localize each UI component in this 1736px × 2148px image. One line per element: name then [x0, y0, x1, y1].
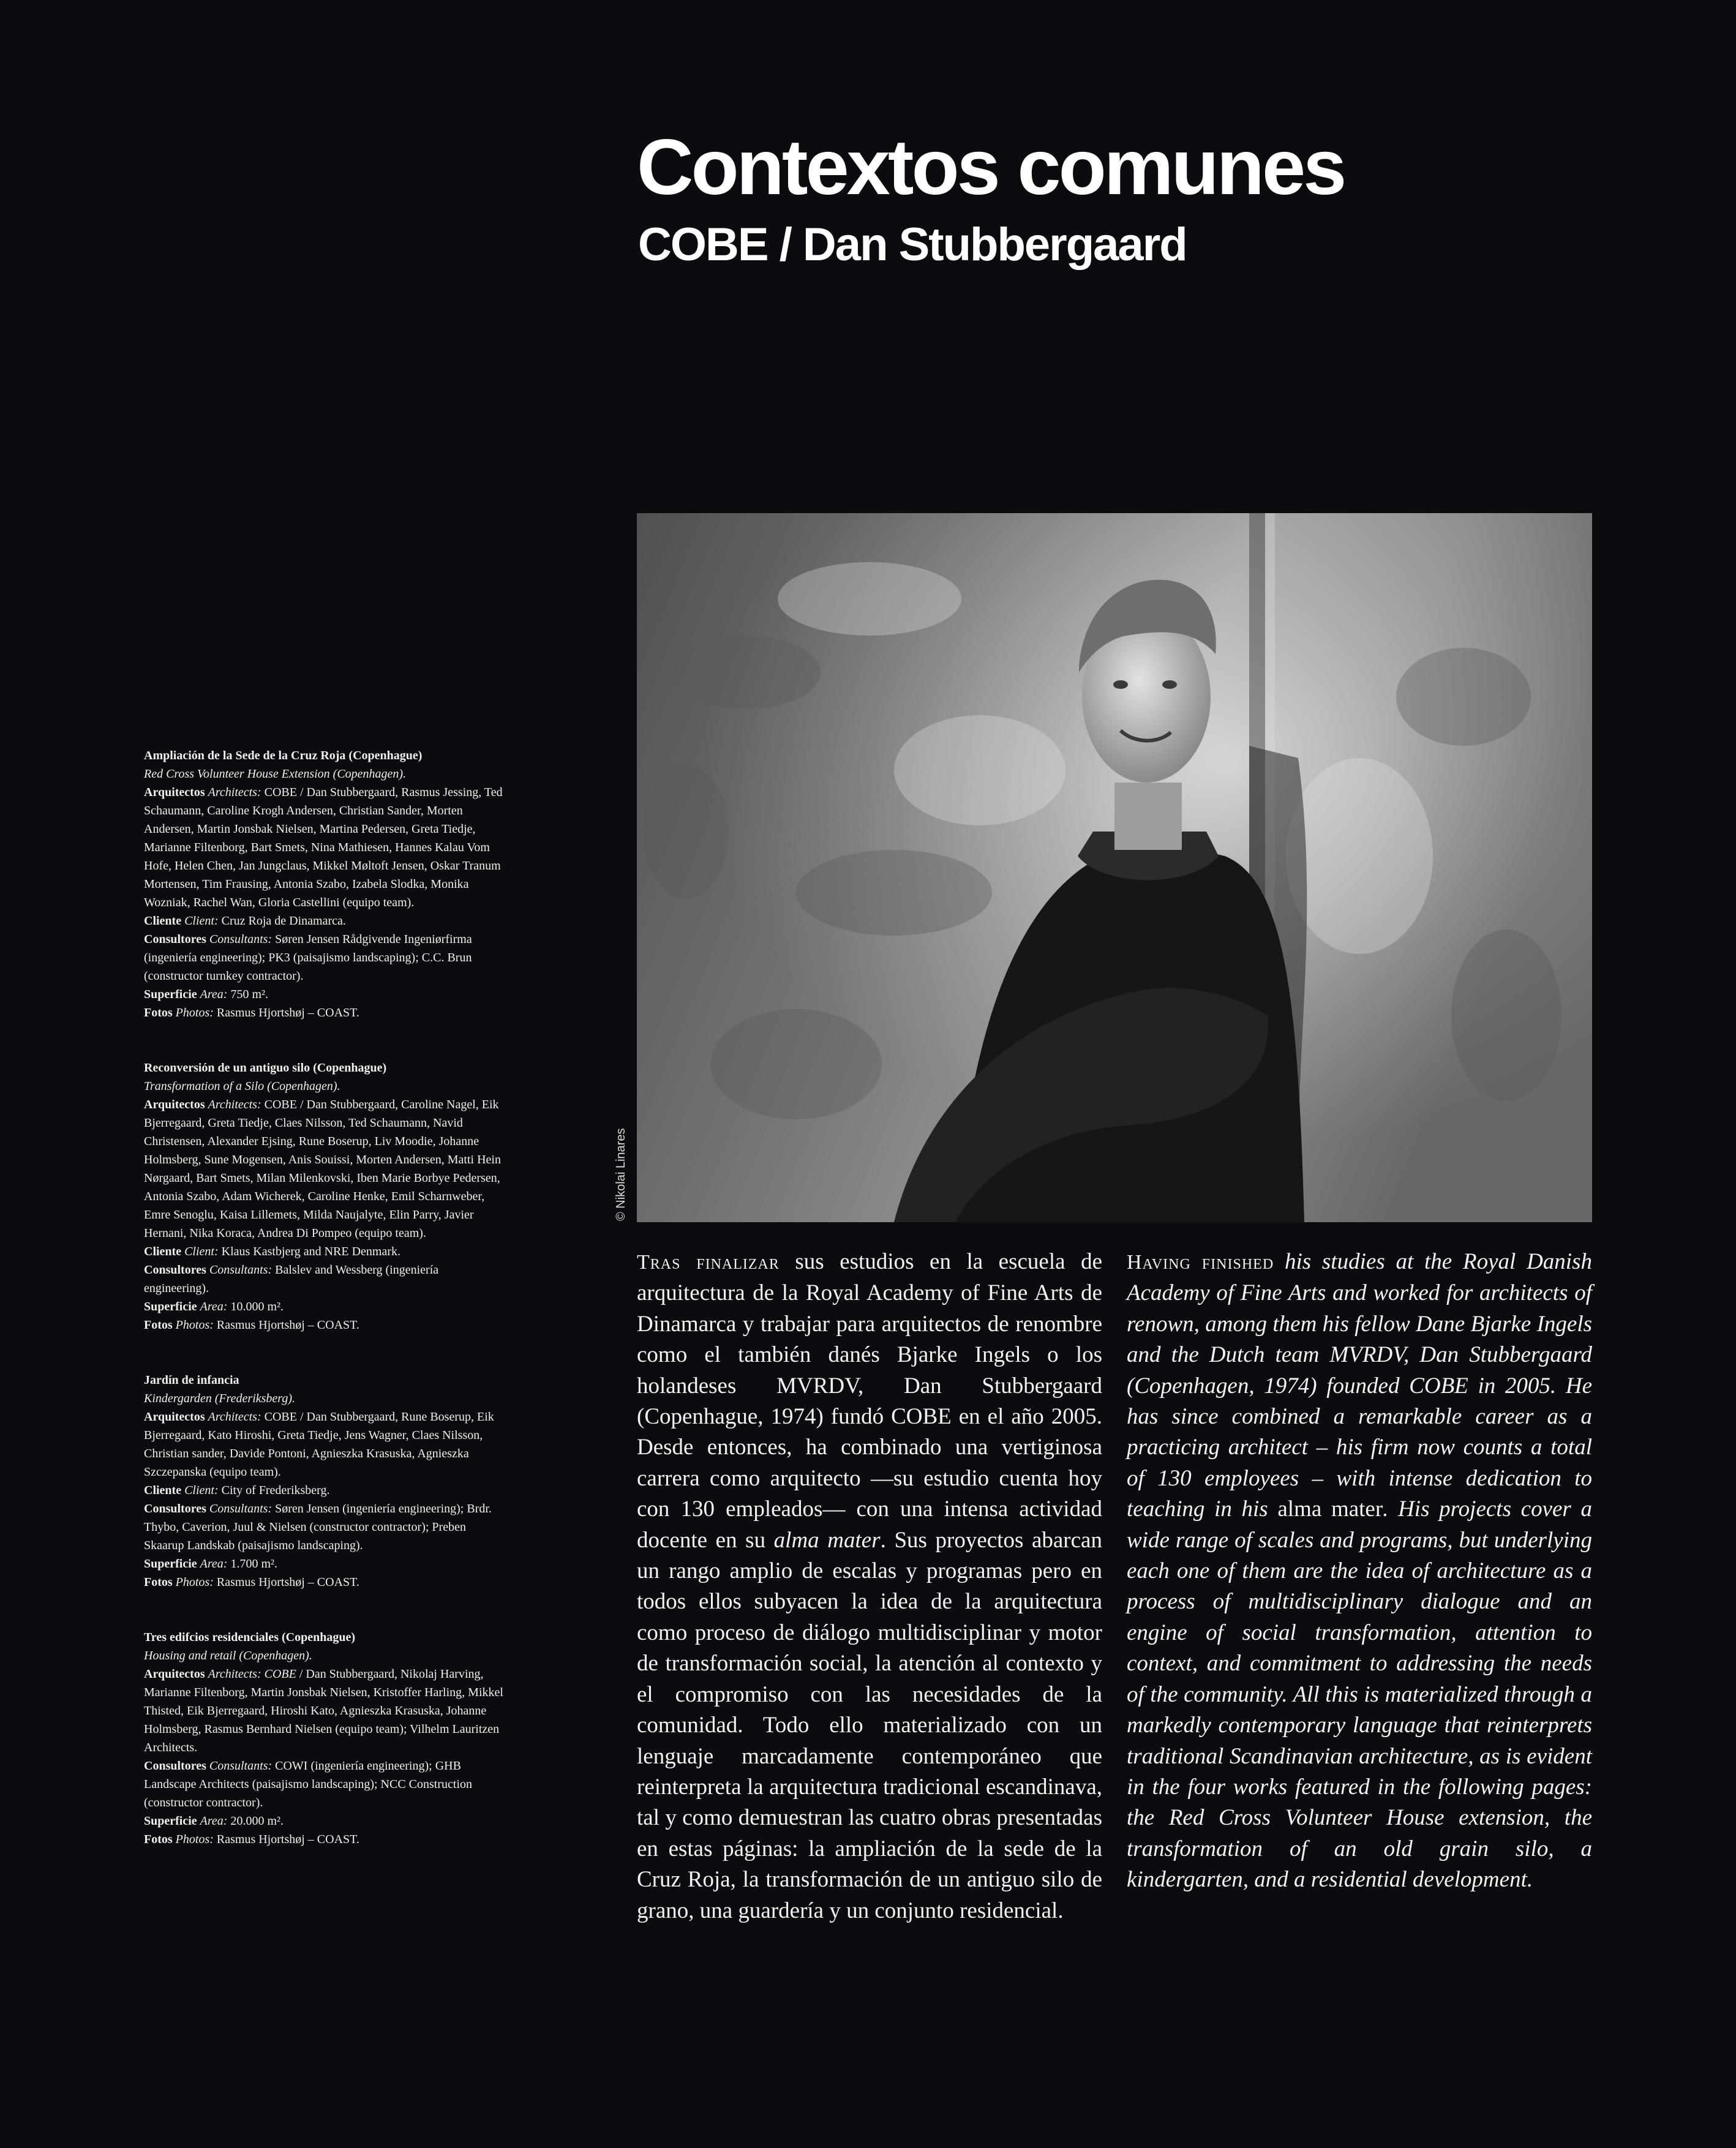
project-field: [144, 1316, 505, 1334]
field-value: 10.000 m².: [227, 1300, 284, 1313]
project-field: [144, 1573, 505, 1591]
field-label-en: Photos:: [175, 1575, 214, 1589]
field-label: Superficie: [144, 988, 197, 1001]
field-label: Consultores: [144, 1502, 206, 1515]
project-title-en: Red Cross Volunteer House Extension (Copenhagen).: [144, 767, 407, 781]
field-value: COBE / Dan Stubbergaard, Caroline Nagel, Eik Bjerregaard, Greta Tiedje, Claes Nilsson, Ted Schaumann, Navid Christensen, Alexander Ejsing, Rune Boserup, Liv Moodie, Johanne Holmsberg, Sune Mogensen, Anis Souissi, Morten Andersen, Matti Hein Nørgaard, Bart Smets, Milan Milenkovski, Iben Marie Borbye Pedersen, Antonia Szabo, Adam Wicherek, Caroline Henke, Emil Scharnweber, Emre Senoglu, Kaisa Lillemets, Milda Naujalyte, Elin Parry, Javier Hernani, Nika Koraca, Andrea Di Pompeo (equipo team).: [144, 1098, 501, 1240]
field-value: Balslev and Wessberg (ingeniería engineering).: [144, 1263, 439, 1295]
field-label-en: Photos:: [175, 1006, 214, 1020]
field-label-en: Client:: [184, 1245, 219, 1258]
project-field: [144, 912, 505, 930]
field-value: Rasmus Hjortshøj – COAST.: [213, 1833, 359, 1846]
body-text-part: sus estudios en la escuela de arquitectura de la Royal Academy of Fine Arts de Dinamarca y trabajar para arquitectos de renombre como el también danés Bjarke Ingels o los holandeses MVRDV, Dan Stubbergaard (Copenhague, 1974) fundó COBE en el año 2005. Desde entonces, ha combinado una vertiginosa carrera como arquitecto —su estudio cuenta hoy con 130 empleados— con una intensa actividad docente en su: [637, 1249, 1102, 1553]
field-value: 1.700 m².: [227, 1557, 278, 1571]
field-label: Fotos: [144, 1006, 173, 1020]
field-label: Arquitectos: [144, 1667, 205, 1681]
project-4: [144, 1628, 505, 1849]
field-value: Søren Jensen (ingeniería engineering); Brdr. Thybo, Caverion, Juul & Nielsen (constructor contractor); Preben Skaarup Landskab (paisajismo landscaping).: [144, 1502, 492, 1552]
field-label: Consultores: [144, 1263, 206, 1277]
field-label-en: Photos:: [175, 1833, 214, 1846]
body-text-spanish: [637, 1247, 1102, 1926]
field-label-en: Consultants:: [209, 933, 272, 946]
field-label: Arquitectos: [144, 1098, 205, 1111]
project-1: [144, 746, 505, 1022]
project-title: Reconversión de un antiguo silo (Copenhague): [144, 1061, 387, 1075]
field-label-en: Architects:: [208, 786, 261, 799]
field-label-en: Client:: [184, 1484, 219, 1497]
project-field: [144, 1830, 505, 1849]
project-field: [144, 985, 505, 1004]
field-value: City of Frederiksberg.: [218, 1484, 330, 1497]
field-value: 20.000 m².: [227, 1814, 284, 1828]
field-label-en: Area:: [200, 988, 228, 1001]
field-label: Fotos: [144, 1575, 173, 1589]
lead-in: Having finished: [1127, 1251, 1274, 1274]
field-value: Rasmus Hjortshøj – COAST.: [213, 1575, 359, 1589]
project-3: [144, 1371, 505, 1591]
field-label: Arquitectos: [144, 786, 205, 799]
project-field: [144, 1812, 505, 1830]
project-title-en: Kindergarden (Frederiksberg).: [144, 1392, 295, 1405]
field-label: Cliente: [144, 1245, 182, 1258]
project-field: [144, 1261, 505, 1297]
body-text-part: his studies at the Royal Danish Academy of Fine Arts and worked for architects of renown, among them his fellow Dane Bjarke Ingels and the Dutch team MVRDV, Dan Stubbergaard (Copenhagen, 1974) founded COBE in 2005. He has since combined a remarkable career as a practicing architect – his firm now counts a total of 130 employees – with intense dedication to teaching in his: [1127, 1249, 1592, 1522]
project-field: [144, 1500, 505, 1555]
project-title: Ampliación de la Sede de la Cruz Roja (Copenhague): [144, 749, 423, 762]
project-field: [144, 1004, 505, 1022]
body-text-english: [1127, 1247, 1592, 1896]
project-field: [144, 783, 505, 912]
field-label-en: Area:: [200, 1814, 228, 1828]
field-value: COWI (ingeniería engineering); GHB Landscape Architects (paisajismo landscaping); NCC Construction (constructor contractor).: [144, 1759, 472, 1809]
project-field: [144, 1095, 505, 1242]
project-field: [144, 930, 505, 985]
page-title: Contextos comunes: [637, 124, 1345, 211]
body-text-emphasis: alma mater: [1277, 1496, 1383, 1522]
body-text-emphasis: alma mater: [773, 1527, 881, 1553]
project-field: [144, 1481, 505, 1500]
project-field: [144, 1297, 505, 1316]
project-field: [144, 1555, 505, 1573]
portrait-photo-illustration: [637, 513, 1592, 1222]
field-value: COBE / Dan Stubbergaard, Rune Boserup, Eik Bjerregaard, Kato Hiroshi, Greta Tiedje, Jens Wagner, Claes Nilsson, Christian sander, Davide Pontoni, Agnieszka Krasuska, Agnieszka Szczepanska (equipo team).: [144, 1410, 494, 1479]
portrait-photo: [637, 513, 1592, 1222]
field-label: Consultores: [144, 933, 206, 946]
field-value: Rasmus Hjortshøj – COAST.: [213, 1318, 359, 1332]
project-field: [144, 1757, 505, 1812]
field-value: Søren Jensen Rådgivende Ingeniørfirma (ingeniería engineering); PK3 (paisajismo landscaping); C.C. Brun (constructor turnkey contractor).: [144, 933, 472, 983]
project-credits: [144, 746, 505, 1885]
field-label: Superficie: [144, 1557, 197, 1571]
field-label: Consultores: [144, 1759, 206, 1773]
project-field: [144, 1408, 505, 1481]
project-title: Tres edifcios residenciales (Copenhague): [144, 1631, 355, 1644]
field-value: / Dan Stubbergaard, Nikolaj Harving, Marianne Filtenborg, Martin Jonsbak Nielsen, Kristoffer Harling, Mikkel Thisted, Eik Bjerregaard, Hiroshi Kato, Agnieszka Krasuska, Johanne Holmsberg, Rasmus Bernhard Nielsen (equipo team); Vilhelm Lauritzen Architects.: [144, 1667, 503, 1754]
project-title-en: Housing and retail (Copenhagen).: [144, 1649, 312, 1662]
field-label: Arquitectos: [144, 1410, 205, 1424]
field-label-en: Architects:: [208, 1098, 261, 1111]
field-value: 750 m².: [227, 988, 269, 1001]
field-value: Rasmus Hjortshøj – COAST.: [213, 1006, 359, 1020]
field-label: Fotos: [144, 1833, 173, 1846]
field-label-en: Consultants:: [209, 1759, 272, 1773]
field-label-en: Consultants:: [209, 1502, 272, 1515]
body-text-part: . His projects cover a wide range of scales and programs, but underlying each one of them are the idea of architecture as a process of multidisciplinary dialogue and an engine of social transformation, attention to context, and commitment to addressing the needs of the community. All this is materialized through a markedly contemporary language that reinterprets traditional Scandinavian architecture, as is evident in the four works featured in the following pages: the Red Cross Volunteer House extension, the transformation of an old grain silo, a kindergarten, and a residential development.: [1127, 1496, 1592, 1893]
field-value: Cruz Roja de Dinamarca.: [218, 914, 346, 928]
field-label: Cliente: [144, 914, 182, 928]
body-text-part: . Sus proyectos abarcan un rango amplio de escalas y programas pero en todos ellos subyacen la idea de la arquitectura como proceso de diálogo multidisciplinar y motor de transformación social, la atención al contexto y el compromiso con las necesidades de la comunidad. Todo ello materializado con un lenguaje marcadamente contemporáneo que reinterpreta la arquitectura tradicional escandinava, tal y como demuestran las cuatro obras presentadas en estas páginas: la ampliación de la sede de la Cruz Roja, la transformación de un antiguo silo de grano, una guardería y un conjunto residencial.: [637, 1527, 1102, 1923]
lead-in: Tras finalizar: [637, 1251, 780, 1274]
field-value: COBE / Dan Stubbergaard, Rasmus Jessing, Ted Schaumann, Caroline Krogh Andersen, Christian Sander, Morten Andersen, Martin Jonsbak Nielsen, Martina Pedersen, Greta Tiedje, Marianne Filtenborg, Bart Smets, Nina Mathiesen, Hannes Kalau Vom Hofe, Helen Chen, Jan Jungclaus, Mikkel Møltoft Jensen, Oskar Tranum Mortensen, Tim Frausing, Antonia Szabo, Izabela Slodka, Monika Wozniak, Rachel Wan, Gloria Castellini (equipo team).: [144, 786, 503, 909]
field-label-en: Client:: [184, 914, 219, 928]
field-label-en: Consultants:: [209, 1263, 272, 1277]
photo-credit: © Nikolai Linares: [614, 1128, 628, 1221]
field-label: Fotos: [144, 1318, 173, 1332]
field-label: Cliente: [144, 1484, 182, 1497]
page-subtitle: COBE / Dan Stubbergaard: [638, 219, 1187, 271]
field-label-en: Photos:: [175, 1318, 214, 1332]
field-value: Klaus Kastbjerg and NRE Denmark.: [218, 1245, 400, 1258]
field-label-en: Area:: [200, 1300, 228, 1313]
project-title-en: Transformation of a Silo (Copenhagen).: [144, 1080, 340, 1093]
project-field: [144, 1665, 505, 1757]
field-label-en: Area:: [200, 1557, 228, 1571]
project-field: [144, 1242, 505, 1261]
field-label: Superficie: [144, 1300, 197, 1313]
project-title: Jardín de infancia: [144, 1373, 239, 1387]
field-label: Superficie: [144, 1814, 197, 1828]
field-label-en: Architects: COBE: [208, 1667, 296, 1681]
field-label-en: Architects:: [208, 1410, 261, 1424]
project-2: [144, 1059, 505, 1334]
